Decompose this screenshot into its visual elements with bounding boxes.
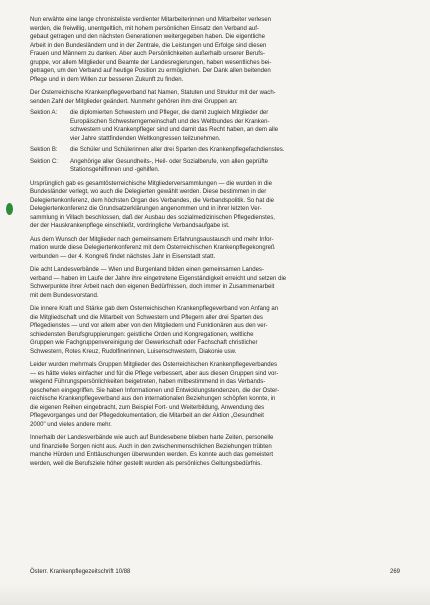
section-b [30,146,400,155]
text-line: getragen, um den Verband auf heutige Position zu ermöglichen. Der Dank allen beitenden [30,68,271,74]
text-line: geschehen eingegriffen. Sie haben Informationen und Entwicklungstendenzen, die der Öster- [30,387,280,394]
wish-paragraph [30,236,400,262]
section-body [70,158,400,175]
text-line: reichische Krankenpflegeverband aus den internationalen Beziehungen schöpfen konnte, in [30,396,276,402]
text-line: Aus dem Wunsch der Mitglieder nach gemeinsamem Erfahrungsaustausch und mehr Infor- [30,236,274,243]
delegates-paragraph [30,180,400,231]
text-line: Der Österreichische Krankenpflegeverband hat Namen, Statuten und Struktur mit der wach- [30,90,276,96]
text-line: verband — haben im Laufe der Jahre ihre eingetretene Eigenständigkeit erreicht und setzen die [30,275,287,282]
text-line: vier Jahre stattfindenden Weltkongressen teilzunehmen. [70,135,221,142]
text-line: werden, weil die Berufsziele höher gestellt wurden als persönliches Geltungsbedürfnis. [30,460,262,467]
text-line: Arbeit in den Bundesländern und in der Zentrale, die Leistungen und Erfolge sind diesen [30,42,267,49]
section-body [70,109,400,143]
text-line: gebaut getragen und den nächsten Generationen weitergegeben haben. Die eigentliche [30,34,266,40]
text-line: verbunden — der 4. Kongreß findet nächstes Jahr in Eisenstadt statt. [30,253,216,260]
text-line: Innerhalb der Landesverbände wie auch auf Bundesebene blieben harte Zeiten, personelle [30,435,274,441]
section-label: Sektion C: [30,158,58,165]
text-line: wiegend Führungspersönlichkeiten beigetreten, haben mitbestimmend in das Verbands- [30,379,266,385]
text-line: Leider wurden mehrmals Gruppen Mitglieder des Österreichischen Krankenpflegeverbandes [30,362,278,368]
text-line: Schwestern, Rotes Kreuz, Rudolfinerinnen, Luisenschwestern, Diakonie usw. [30,348,237,355]
structure-intro-paragraph [30,89,400,106]
text-line: Die acht Landesverbände — Wien und Burgenland bilden einen gemeinsamen Landes- [30,267,264,273]
text-line: Stationsgehilfinnen und -gehilfen. [70,167,160,173]
text-line: die diplomierten Schwestern und Pfleger, die damit zugleich Mitglieder der [70,110,269,116]
text-line: Pflegedienstes — und vor allem aber von den Mitgliedern und Funktionären aus den ver- [30,323,268,329]
text-line: sammlung in Villach beschlossen, daß der Ausbau des sozialmedizinischen Pflegedienstes, [30,214,275,221]
page-bottom-edge [0,583,430,605]
section-label: Sektion A: [30,110,58,116]
text-line: Europäischen Schwesterngemeinschaft und des Weltbundes der Kranken- [70,118,270,125]
sections-list [30,109,400,175]
text-line: Die innere Kraft und Stärke gab dem Österreichischen Krankenpflegeverband von Anfang an [30,306,279,312]
text-line: mation wurde diese Delegiertenkonferenz mit dem Österreichischen Krankenpflegekongreß [30,245,275,251]
page-footer [30,569,400,575]
page-number: 269 [389,569,400,575]
section-body [70,146,400,155]
text-line: die Mitgliedschaft und die Mitarbeit von Schwestern und Pflegern aller drei Sparten des [30,314,263,321]
text-line: Delegiertenkonferenz, dem höchsten Organ des Verbandes, die Verbandspolitik. So hat die [30,197,275,204]
green-margin-mark [6,203,13,215]
text-line: Pflegevorganges und der Pflegedokumentation, die Mitarbeit an der Aktion „Gesundheit [30,413,264,419]
strength-paragraph [30,305,400,356]
text-line: — es hätte vieles einfacher und für die Pflege verbessert, aber aus diesen Gruppen sind vor- [30,370,279,377]
text-line: 2000" und vieles andere mehr. [30,421,112,428]
text-line: Frauen und Männern zu danken. Aber auch Persönlichkeiten außerhalb unserer Berufs- [30,51,265,57]
text-line: Delegiertenkonferenz die Grundsatzerklärungen angenommen und in ihrer letzten Ver- [30,206,262,212]
text-line: manche Hürden und Enttäuschungen überwunden werden. Es konnte auch das gemeistert [30,452,274,458]
text-line: Angehörige aller Gesundheits-, Heil- oder Sozialberufe, von allen geprüfte [70,158,268,165]
text-line: der der Hauskrankenpflege einschließt, vordringliche Verbandsaufgabe ist. [30,223,230,229]
states-paragraph [30,266,400,300]
text-line: die Schüler und Schülerinnen aller drei Sparten des Krankenpflegefachdienstes. [70,147,285,153]
text-line: Schwerpunkte ihrer Arbeit nach den eigenen Bedürfnissen, doch immer in Zusammenarbeit [30,284,275,290]
text-line: senden Zahl der Mitglieder geändert. Nunmehr gehören ihm drei Gruppen an: [30,98,238,105]
intro-paragraph [30,16,400,84]
text-line: mit dem Bundesvorstand. [30,292,99,299]
journal-reference: Österr. Krankenpflegezeitschrift 10/88 [30,569,131,575]
text-line: Gruppen wie Fachgruppenvereinigung der Gewerkschaft oder Fachschaft christlicher [30,340,258,346]
text-line: Pflege und in dem Willen zur besseren Zukunft zu finden. [30,76,184,83]
text-line: Bundesländer verlegt, wo auch die Delegierten gewählt werden. Diese bestimmen in der [30,189,267,195]
text-line: Nun erwähte eine lange chronisteliste verdienter Mitarbeiterinnen und Mitarbeiter verlesen [30,17,271,23]
text-line: schiedensten Berufsgruppierungen: geistliche Orden und Kongregationen, weltliche [30,331,254,338]
text-line: werden, die freiwillig, unentgeltlich, mit hohem persönlichen Einsatz den Verband auf- [30,25,259,32]
text-line: schwestern und Krankenpfleger sind und damit das Recht haben, an dem alle [70,127,279,133]
text-line: und finanzielle Sorgen nicht aus. Auch in den zwischenmenschlichen Beziehungen trübten [30,443,272,450]
section-c [30,158,400,175]
within-paragraph [30,434,400,468]
section-label: Sektion B: [30,147,58,153]
text-line: Ursprünglich gab es gesamtösterreichische Mitgliederversammlungen — die wurden in die [30,180,272,187]
text-line: die eigenen Reihen eingebracht, zum Beispiel Fort- und Weiterbildung, Anwendung des [30,404,265,411]
sadly-paragraph [30,361,400,429]
section-a [30,109,400,143]
text-line: gruppe, vor allem Mitglieder und Beamte der Landesregierungen, haben wesentliches bei- [30,59,272,66]
